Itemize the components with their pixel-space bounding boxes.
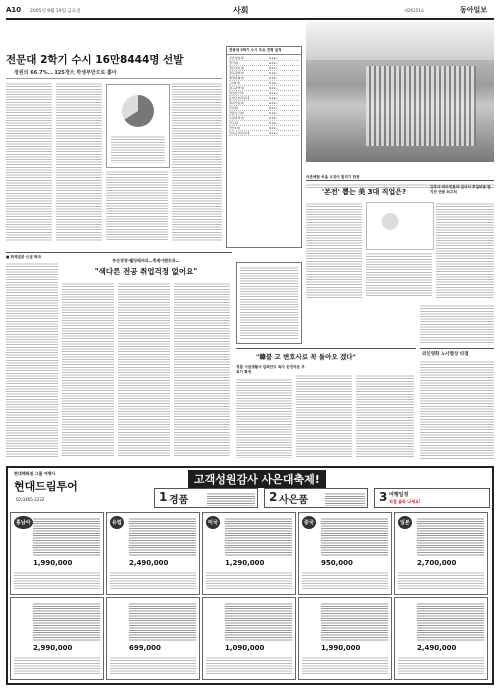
table-cell-date: 9.12~ [269, 126, 279, 130]
prize3-label: 여행일정 [389, 492, 409, 498]
lead-body-col3 [106, 170, 168, 242]
mid-center-box [236, 262, 302, 344]
table-cell-date: 9.12~ [269, 81, 279, 85]
ad-cell-text [321, 517, 388, 557]
ad-price: 1,290,000 [225, 559, 265, 567]
mid-left-headline: "색다른 전공 취업걱정 없어요" [94, 267, 198, 276]
ad-tour-cell[interactable] [106, 512, 200, 595]
ad-region-tag: 유럽 [110, 516, 124, 529]
ad-prize1 [154, 488, 258, 508]
mid-left-rule [6, 252, 232, 253]
table-cell-date: 9.12~ [269, 56, 279, 60]
table-cell-school: 수원과학대 [229, 116, 244, 120]
prize3-note: 직접 골라 나세요! [389, 499, 421, 504]
right-small-body [420, 360, 494, 460]
prize1-label: 경품 [169, 495, 189, 506]
ad-cell-detail [110, 571, 196, 591]
mid-right-col1 [236, 378, 292, 458]
ad-region-tag: 홍남아 [14, 516, 33, 529]
side-body-col3 [436, 202, 494, 298]
ad-cell-detail [14, 656, 100, 676]
ad-prize2 [264, 488, 368, 508]
ad-tour-cell[interactable] [298, 512, 392, 595]
ad-cell-detail [302, 656, 388, 676]
side-story [306, 180, 494, 300]
lead-story [6, 52, 222, 248]
table-cell-date: 9.12~ [269, 86, 279, 90]
ad-cell-detail [110, 656, 196, 676]
side-body-col1 [306, 202, 362, 298]
mid-right-story [236, 348, 416, 462]
table-cell-date: 9.12~ [269, 106, 279, 110]
ratio-pie [122, 95, 154, 127]
ad-price: 2,700,000 [417, 559, 457, 567]
side-body-col2 [366, 252, 432, 298]
ad-tour-cell[interactable] [106, 597, 200, 680]
ad-cell-text [321, 602, 388, 642]
side-rule [306, 180, 494, 181]
mid-left-col2 [62, 282, 114, 458]
infobox-text [111, 135, 165, 163]
ad-grid [10, 512, 490, 682]
table-cell-date: 9.12~ [269, 66, 279, 70]
mid-right-col3 [356, 374, 414, 458]
ad-event-title: 고객성원감사 사은대축제! [188, 470, 326, 488]
ad-cell-detail [398, 571, 484, 591]
table-cell-school: 경북과학대 [229, 71, 244, 75]
mid-left-col1 [6, 262, 58, 458]
lead-body-col1 [6, 82, 52, 242]
table-cell-date: 9.12~ [269, 101, 279, 105]
ad-cell-detail [206, 656, 292, 676]
table-cell-date: 9.12~ [269, 91, 279, 95]
prize3-number: 3 [379, 490, 388, 504]
table-cell-date: 9.12~ [269, 111, 279, 115]
ad-tour-cell[interactable] [202, 597, 296, 680]
prize1-detail [207, 492, 255, 506]
table-cell-school: 경기대 [229, 61, 238, 65]
ad-block [6, 466, 494, 685]
ad-cell-detail [206, 571, 292, 591]
newspaper-logo: 동아일보 [460, 5, 488, 14]
page-header [6, 4, 494, 18]
ad-price: 2,490,000 [417, 644, 457, 652]
ad-cell-detail [398, 656, 484, 676]
table-cell-school: 계명문화대 [229, 76, 244, 80]
ad-price: 1,090,000 [225, 644, 265, 652]
table-cell-school: 인하공업전문대 [229, 131, 250, 135]
ad-cell-text [417, 517, 484, 557]
side-subhead: 간호사·약사전문의·검사사 투입비용 많지만 연봉 최고쳐 [430, 185, 491, 194]
table-cell-school: 대구과학대 [229, 86, 244, 90]
mid-left-kicker: 부산경영·웰빙레저과…축제이벤트과… [112, 258, 180, 263]
ad-prize3 [374, 488, 490, 508]
ad-header [8, 468, 492, 510]
ad-cell-text [417, 602, 484, 642]
table-cell-date: 9.12~ [269, 116, 279, 120]
table-cell-school: 경남정보대 [229, 66, 244, 70]
ad-cell-text [129, 517, 196, 557]
mid-left-label: ■ 화제집중 신설 학과 [6, 255, 41, 259]
side-illustration [366, 202, 434, 250]
photo-caption-box [306, 163, 494, 177]
ad-region-tag: 일본 [398, 516, 412, 529]
table-cell-date: 9.12~ [269, 121, 279, 125]
right-small-headline: 외인영화 노사협상 타결 [422, 352, 469, 357]
photo-caption: 어촌체험 마을 오징어 말리기 한창 [306, 175, 360, 179]
table-cell-date: 9.12~ [269, 96, 279, 100]
mid-right-subhead: 경찰 시설생활서 입회단두 특사 운전자운 무죄가 확정 [236, 365, 305, 374]
lead-body-col4 [172, 82, 222, 242]
table-cell-date: 9.12~ [269, 76, 279, 80]
table-row [229, 131, 299, 136]
table-cell-date: 9.12~ [269, 71, 279, 75]
table-cell-school: 서울보건대 [229, 111, 244, 115]
ad-tour-cell[interactable] [10, 512, 104, 595]
lead-infobox [106, 84, 170, 168]
ad-phone: 02)3465-2222 [16, 497, 45, 502]
ad-price: 2,490,000 [129, 559, 169, 567]
right-small-rule [420, 348, 494, 349]
table-cell-school: 명지전문대 [229, 101, 244, 105]
mid-right-rule [236, 348, 416, 349]
ad-cell-text [129, 602, 196, 642]
right-small-text-top [420, 304, 494, 344]
table-cell-school: 구미1대 [229, 81, 240, 85]
mid-right-headline: "韓붐 고 변호사로 꼭 돌아오 겠다" [256, 353, 356, 361]
mid-left-story [6, 252, 232, 462]
lead-headline: 전문대 2학기 수시 16만8444명 선발 [6, 54, 184, 66]
ad-price: 699,000 [129, 644, 161, 652]
lead-subhead: 정원의 66.7%… 125개大 학생부만으로 뽑아 [14, 70, 117, 76]
mid-center-text [240, 266, 298, 340]
ad-tour-cell[interactable] [394, 597, 488, 680]
mid-left-col4 [174, 282, 230, 458]
page-date: 2005년 9월 19일 금요일 [30, 9, 81, 14]
lead-rule [6, 78, 222, 79]
ad-tour-cell[interactable] [394, 512, 488, 595]
ad-price: 2,990,000 [33, 644, 73, 652]
ad-cell-detail [14, 571, 100, 591]
table-cell-school: 대전보건대 [229, 91, 244, 95]
prize2-detail [325, 492, 365, 506]
issue-number: 제26151호 [404, 8, 425, 13]
ad-cell-text [225, 602, 292, 642]
ad-price: 950,000 [321, 559, 353, 567]
prize2-number: 2 [269, 490, 278, 504]
table-cell-school: 동양공업전문대 [229, 96, 250, 100]
photo-sky [306, 22, 494, 60]
ad-cell-text [33, 517, 100, 557]
schedule-table [226, 46, 302, 248]
ad-cell-text [33, 602, 100, 642]
section-title: 사회 [233, 6, 249, 15]
table-cell-school: 부천대 [229, 106, 238, 110]
ad-tour-cell[interactable] [202, 512, 296, 595]
mid-right-col2 [296, 374, 352, 458]
ad-cell-detail [302, 571, 388, 591]
table-cell-date: 9.12~ [269, 61, 279, 65]
table-body [227, 55, 301, 137]
mid-left-col3 [118, 282, 170, 458]
table-cell-school: 안산1대 [229, 126, 240, 130]
right-small-story [420, 304, 494, 462]
prize1-number: 1 [159, 490, 168, 504]
ad-tour-cell[interactable] [298, 597, 392, 680]
ad-tour-cell[interactable] [10, 597, 104, 680]
ad-region-tag: 중국 [302, 516, 316, 529]
page-number: A10 [6, 6, 22, 14]
prize2-label: 사은품 [279, 495, 308, 506]
news-photo [306, 22, 494, 162]
ad-price: 1,990,000 [33, 559, 73, 567]
side-headline: '본전' 뽑는 美 3대 직업은? [322, 188, 407, 196]
table-cell-school: 신구대 [229, 121, 238, 125]
ad-brand-top: 현대백화점 그룹 여행사 [14, 471, 56, 476]
ad-price: 1,990,000 [321, 644, 361, 652]
header-rule [6, 18, 494, 20]
table-title: 전문대 2학기 수시 주요 전형 일정 [227, 47, 301, 55]
table-cell-school: 강릉영동대 [229, 56, 244, 60]
table-cell-date: 9.12~ [269, 131, 279, 135]
ad-region-tag: 미국 [206, 516, 220, 529]
lead-body-col2 [56, 82, 102, 242]
ad-cell-text [225, 517, 292, 557]
ad-brand: 현대드림투어 [14, 480, 78, 493]
photo-racks [366, 66, 476, 146]
